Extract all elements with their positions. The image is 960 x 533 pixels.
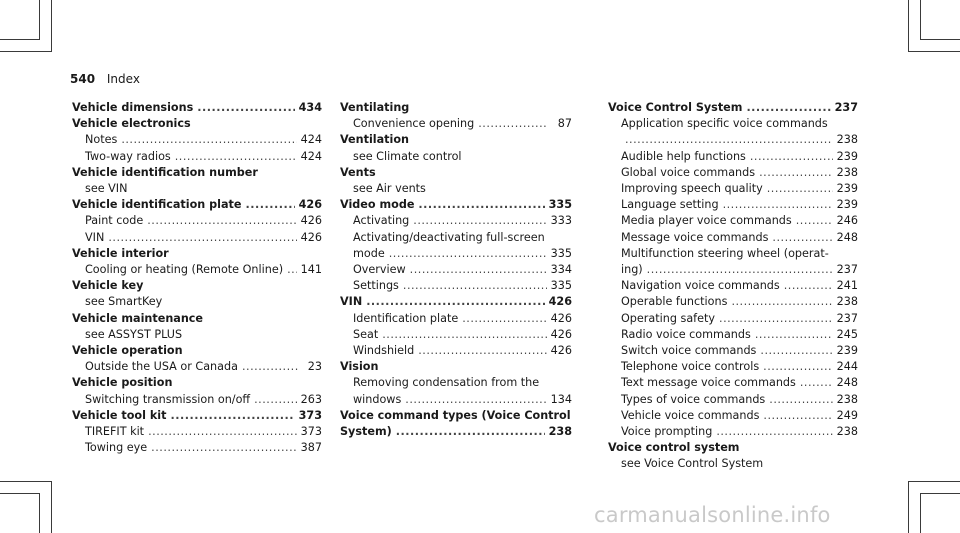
dot-leader [287, 262, 297, 278]
page-reference: 426 [548, 295, 572, 309]
index-subentry [608, 392, 858, 408]
page-reference: 238 [836, 392, 858, 406]
entry-title: Cooling or heating (Remote Online) [85, 263, 284, 277]
crop-mark [0, 51, 52, 52]
dot-leader [170, 408, 294, 424]
entry-title: Language setting [621, 198, 719, 212]
dot-leader [197, 100, 294, 116]
index-heading [340, 408, 572, 424]
entry-title: Ventilation [340, 133, 409, 147]
index-subentry [608, 197, 858, 213]
crop-mark [0, 481, 52, 482]
index-subentry [608, 165, 858, 181]
dot-leader [800, 375, 833, 391]
index-subentry [72, 230, 322, 246]
crop-mark [0, 493, 40, 494]
index-heading [72, 116, 322, 132]
index-heading [340, 100, 572, 116]
crop-mark [920, 0, 921, 40]
page-reference: 237 [836, 263, 858, 277]
index-subentry [608, 408, 858, 424]
index-subentry [72, 294, 322, 310]
entry-title: Settings [353, 279, 399, 293]
entry-title: Message voice commands [621, 230, 769, 244]
index-subentry [608, 149, 858, 165]
page-reference: 335 [550, 246, 572, 260]
page-reference: 248 [836, 230, 858, 244]
dot-leader [647, 262, 833, 278]
index-heading [608, 100, 858, 116]
dot-leader [759, 165, 833, 181]
dot-leader [625, 132, 833, 148]
index-subentry [608, 343, 858, 359]
index-heading [340, 424, 572, 440]
entry-title: Seat [353, 327, 379, 341]
entry-title: Vehicle identification plate [72, 198, 242, 212]
index-subentry [608, 213, 858, 229]
dot-leader [784, 278, 833, 294]
dot-leader [750, 149, 833, 165]
entry-title: VIN [85, 230, 105, 244]
index-heading [72, 408, 322, 424]
index-subentry [340, 149, 572, 165]
index-subentry [340, 246, 572, 262]
index-subentry [340, 181, 572, 197]
entry-title: Vehicle electronics [72, 117, 191, 131]
index-subentry [340, 116, 572, 132]
page-reference: 239 [836, 182, 858, 196]
page-reference: 335 [550, 279, 572, 293]
dot-leader [242, 359, 298, 375]
dot-leader [148, 424, 297, 440]
entry-title: Activating/deactivating full-screen [353, 230, 545, 244]
entry-title: Vision [340, 360, 379, 374]
crop-mark [908, 481, 960, 482]
index-subentry [608, 456, 858, 472]
entry-title: Vehicle identification number [72, 165, 258, 179]
index-subentry [608, 262, 858, 278]
entry-title: Audible help functions [621, 149, 746, 163]
index-subentry [340, 343, 572, 359]
crop-mark [908, 481, 909, 533]
dot-leader [389, 246, 547, 262]
section-title: Index [106, 72, 140, 86]
page-header [70, 72, 140, 86]
dot-leader [151, 440, 296, 456]
crop-mark [0, 39, 40, 40]
page-reference: 87 [557, 117, 572, 131]
index-subentry [340, 311, 572, 327]
index-subentry [608, 294, 858, 310]
entry-title: see Climate control [353, 149, 462, 163]
dot-leader [108, 230, 296, 246]
index-heading [340, 165, 572, 181]
index-subentry [340, 392, 572, 408]
index-subentry [72, 149, 322, 165]
entry-title: Overview [353, 263, 406, 277]
dot-leader [731, 294, 832, 310]
index-heading [340, 359, 572, 375]
index-heading [72, 375, 322, 391]
page-reference: 239 [836, 198, 858, 212]
page-reference: 239 [836, 149, 858, 163]
entry-title: Two-way radios [85, 149, 171, 163]
entry-title: Vehicle tool kit [72, 408, 167, 422]
entry-title: Vehicle maintenance [72, 311, 204, 325]
page-reference: 245 [836, 327, 858, 341]
entry-title: see VIN [85, 182, 128, 196]
entry-title: Types of voice commands [621, 392, 766, 406]
index-subentry [72, 327, 322, 343]
index-subentry [72, 359, 322, 375]
index-subentry [72, 132, 322, 148]
index-subentry [340, 230, 572, 246]
index-subentry [72, 440, 322, 456]
crop-mark [39, 0, 40, 40]
page-reference: 263 [300, 392, 322, 406]
dot-leader [403, 278, 547, 294]
entry-title: Vehicle interior [72, 246, 169, 260]
entry-title: Towing eye [85, 441, 148, 455]
index-subentry [608, 246, 858, 262]
dot-leader [763, 359, 832, 375]
index-heading [340, 197, 572, 213]
index-heading [72, 165, 322, 181]
index-column-3 [608, 100, 858, 473]
page-reference: 373 [300, 425, 322, 439]
index-heading [340, 294, 572, 310]
entry-title: Notes [85, 133, 118, 147]
crop-mark [908, 0, 909, 52]
entry-title: Convenience opening [353, 117, 475, 131]
dot-leader [760, 343, 832, 359]
dot-leader [175, 149, 297, 165]
dot-leader [719, 311, 833, 327]
dot-leader [396, 424, 545, 440]
index-subentry [608, 132, 858, 148]
crop-mark [920, 493, 921, 533]
page-reference: 238 [548, 425, 572, 439]
index-subentry [608, 278, 858, 294]
entry-title: Voice prompting [621, 425, 713, 439]
page-reference: 426 [300, 230, 322, 244]
page-reference: 249 [836, 408, 858, 422]
page-reference: 424 [300, 149, 322, 163]
index-subentry [608, 311, 858, 327]
index-subentry [72, 424, 322, 440]
entry-title: Global voice commands [621, 165, 756, 179]
crop-mark [39, 493, 40, 533]
page-reference: 424 [300, 133, 322, 147]
page-reference: 333 [550, 214, 572, 228]
entry-title: Application specific voice commands [621, 117, 828, 131]
page-reference: 241 [836, 279, 858, 293]
dot-leader [755, 327, 833, 343]
entry-title: see Air vents [353, 182, 426, 196]
page-reference: 335 [548, 198, 572, 212]
index-subentry [340, 327, 572, 343]
entry-title: Voice control system [608, 441, 740, 455]
entry-title: Navigation voice commands [621, 279, 780, 293]
dot-leader [147, 213, 296, 229]
entry-title: see Voice Control System [621, 457, 764, 471]
index-column-1 [72, 100, 322, 456]
page-number: 540 [70, 72, 96, 86]
page-reference: 426 [298, 198, 322, 212]
entry-title: System) [340, 425, 392, 439]
index-subentry [340, 213, 572, 229]
entry-title: Improving speech quality [621, 182, 763, 196]
page-reference: 426 [550, 327, 572, 341]
crop-mark [920, 493, 960, 494]
crop-mark [51, 481, 52, 533]
dot-leader [418, 343, 546, 359]
crop-mark [908, 51, 960, 52]
page-reference: 246 [836, 214, 858, 228]
entry-title: Activating [353, 214, 410, 228]
entry-title: Vents [340, 165, 376, 179]
dot-leader [382, 327, 546, 343]
entry-title: mode [353, 246, 385, 260]
index-subentry [608, 230, 858, 246]
entry-title: Ventilating [340, 101, 410, 114]
dot-leader [121, 132, 296, 148]
dot-leader [772, 230, 832, 246]
entry-title: Vehicle voice commands [621, 408, 760, 422]
index-subentry [72, 181, 322, 197]
crop-mark [920, 39, 960, 40]
dot-leader [716, 424, 832, 440]
dot-leader [254, 392, 297, 408]
index-subentry [608, 424, 858, 440]
index-subentry [72, 262, 322, 278]
page-reference: 426 [550, 311, 572, 325]
page-reference: 244 [836, 360, 858, 374]
index-subentry [608, 116, 858, 132]
index-subentry [608, 181, 858, 197]
entry-title: Operable functions [621, 295, 728, 309]
entry-title: Paint code [85, 214, 144, 228]
entry-title: ing) [621, 263, 643, 277]
dot-leader [763, 408, 832, 424]
index-heading [72, 197, 322, 213]
page-reference: 237 [836, 311, 858, 325]
dot-leader [418, 197, 544, 213]
entry-title: Vehicle position [72, 376, 173, 390]
page-reference: 238 [836, 165, 858, 179]
entry-title: Vehicle operation [72, 344, 183, 358]
entry-title: Vehicle key [72, 279, 144, 293]
index-subentry [340, 262, 572, 278]
entry-title: Voice command types (Voice Control [340, 408, 571, 422]
watermark: carmanualsonline.info [594, 503, 831, 527]
entry-title: Telephone voice controls [621, 360, 760, 374]
page-reference: 238 [836, 425, 858, 439]
entry-title: Video mode [340, 198, 415, 212]
dot-leader [723, 197, 833, 213]
page-reference: 434 [298, 101, 322, 114]
entry-title: Windshield [353, 344, 415, 358]
entry-title: Text message voice commands [621, 376, 796, 390]
dot-leader [796, 213, 833, 229]
dot-leader [410, 262, 547, 278]
index-heading [72, 311, 322, 327]
dot-leader [746, 100, 830, 116]
page-reference: 387 [300, 441, 322, 455]
page-reference: 237 [834, 101, 858, 114]
dot-leader [413, 213, 546, 229]
index-heading [72, 100, 322, 116]
dot-leader [767, 181, 833, 197]
page-reference: 238 [836, 295, 858, 309]
index-subentry [340, 375, 572, 391]
dot-leader [769, 392, 832, 408]
page-reference: 238 [836, 133, 858, 147]
index-subentry [72, 213, 322, 229]
entry-title: Operating safety [621, 311, 716, 325]
dot-leader [462, 311, 546, 327]
index-subentry [72, 392, 322, 408]
index-column-2 [340, 100, 572, 440]
entry-title: Removing condensation from the [353, 376, 540, 390]
dot-leader [246, 197, 295, 213]
entry-title: see ASSYST PLUS [85, 327, 183, 341]
entry-title: Switching transmission on/off [85, 392, 251, 406]
dot-leader [405, 392, 546, 408]
dot-leader [478, 116, 548, 132]
index-heading [72, 278, 322, 294]
entry-title: windows [353, 392, 402, 406]
index-heading [72, 246, 322, 262]
entry-title: TIREFIT kit [85, 425, 145, 439]
entry-title: Switch voice commands [621, 344, 757, 358]
index-heading [340, 132, 572, 148]
page-reference: 23 [307, 360, 322, 374]
entry-title: VIN [340, 295, 363, 309]
entry-title: Outside the USA or Canada [85, 360, 238, 374]
entry-title: Radio voice commands [621, 327, 751, 341]
page-reference: 134 [550, 392, 572, 406]
page-reference: 141 [300, 263, 322, 277]
index-subentry [608, 375, 858, 391]
entry-title: see SmartKey [85, 295, 163, 309]
page-reference: 373 [298, 408, 322, 422]
page-reference: 248 [836, 376, 858, 390]
index-heading [72, 343, 322, 359]
entry-title: Media player voice commands [621, 214, 792, 228]
index-subentry [608, 359, 858, 375]
dot-leader [366, 294, 544, 310]
page-reference: 334 [550, 263, 572, 277]
index-subentry [340, 278, 572, 294]
index-heading [608, 440, 858, 456]
crop-mark [51, 0, 52, 52]
index-subentry [608, 327, 858, 343]
entry-title: Multifunction steering wheel (operat- [621, 246, 829, 260]
entry-title: Vehicle dimensions [72, 101, 194, 114]
page-reference: 426 [550, 344, 572, 358]
entry-title: Identification plate [353, 311, 459, 325]
entry-title: Voice Control System [608, 101, 743, 114]
page-reference: 239 [836, 344, 858, 358]
page-reference: 426 [300, 214, 322, 228]
